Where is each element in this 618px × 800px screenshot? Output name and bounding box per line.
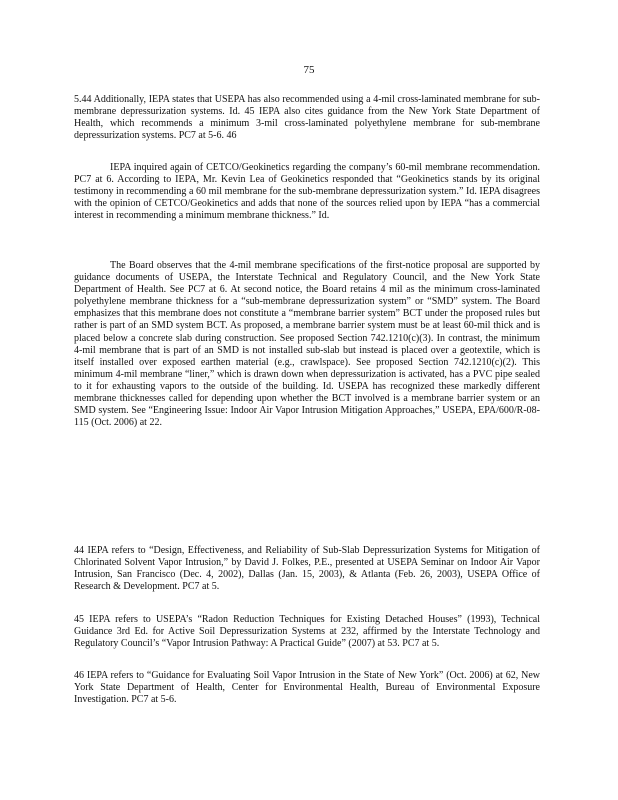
- footnote-46: 46 IEPA refers to “Guidance for Evaluating Soil Vapor Intrusion in the State of New York” (Oct. 2006) at 62, New York State Department of Health, Center for Environmental Health, Bureau of Environmental Exposure Investigation. PC7 at 5-6.: [74, 670, 540, 706]
- footnote-44: 44 IEPA refers to “Design, Effectiveness, and Reliability of Sub-Slab Depressurization Systems for Mitigation of Chlorinated Solvent Vapor Intrusion,” by David J. Folkes, P.E., presented at USEPA Seminar on Indoor Air Vapor Intrusion, San Francisco (Dec. 4, 2002), Dallas (Jan. 15, 2003), & Atlanta (Feb. 26, 2003), USEPA Office of Research & Development. PC7 at 5.: [74, 545, 540, 593]
- page-number: 75: [303, 64, 315, 76]
- paragraph-board-observation: The Board observes that the 4-mil membrane specifications of the first-notice proposal are supported by guidance documents of USEPA, the Interstate Technical and Regulatory Council, and the New York State Department of Health. See PC7 at 6. At second notice, the Board retains 4 mil as the minimum cross-laminated polyethylene membrane thickness for a “sub-membrane depressurization system” or “SMD” system. The Board emphasizes that this membrane does not constitute a “membrane barrier system” BCT under the proposed rules but rather is part of an SMD system BCT. As proposed, a membrane barrier system must be at least 60-mil thick and is placed below a concrete slab during construction. See proposed Section 742.1210(c)(3). In contrast, the minimum 4-mil membrane that is part of an SMD is not installed sub-slab but instead is placed over a geotextile, which is itself installed over exposed earthen material (e.g., crawlspace). See proposed Section 742.1210(c)(2). This minimum 4-mil membrane “liner,” which is drawn down when depressurization is activated, has a PVC pipe sealed to it for exhausting vapors to the outside of the building. Id. USEPA has recognized these markedly different membrane thicknesses called for depending upon whether the BCT involved is a membrane barrier system or an SMD system. See “Engineering Issue: Indoor Air Vapor Intrusion Mitigation Approaches,” USEPA, EPA/600/R-08-115 (Oct. 2006) at 22.: [74, 260, 540, 429]
- paragraph-membrane-guidance: 5.44 Additionally, IEPA states that USEPA has also recommended using a 4-mil cross-laminated membrane for sub-membrane depressurization systems. Id. 45 IEPA also cites guidance from the New York State Department of Health, which recommends a minimum 3-mil cross-laminated polyethylene membrane for sub-membrane depressurization systems. PC7 at 5-6. 46: [74, 94, 540, 142]
- paragraph-cetco-inquiry: IEPA inquired again of CETCO/Geokinetics regarding the company’s 60-mil membrane recommendation. PC7 at 6. According to IEPA, Mr. Kevin Lea of Geokinetics responded that “Geokinetics stands by its original testimony in recommending a 60 mil membrane for the sub-membrane depressurization system.” Id. IEPA disagrees with the opinion of CETCO/Geokinetics and adds that none of the sources relied upon by IEPA “has a commercial interest in recommending a minimum membrane thickness.” Id.: [74, 162, 540, 222]
- footnote-45: 45 IEPA refers to USEPA’s “Radon Reduction Techniques for Existing Detached Houses” (1993), Technical Guidance 3rd Ed. for Active Soil Depressurization Systems at 232, affirmed by the Interstate Technology and Regulatory Council’s “Vapor Intrusion Pathway: A Practical Guide” (2007) at 53. PC7 at 5.: [74, 614, 540, 650]
